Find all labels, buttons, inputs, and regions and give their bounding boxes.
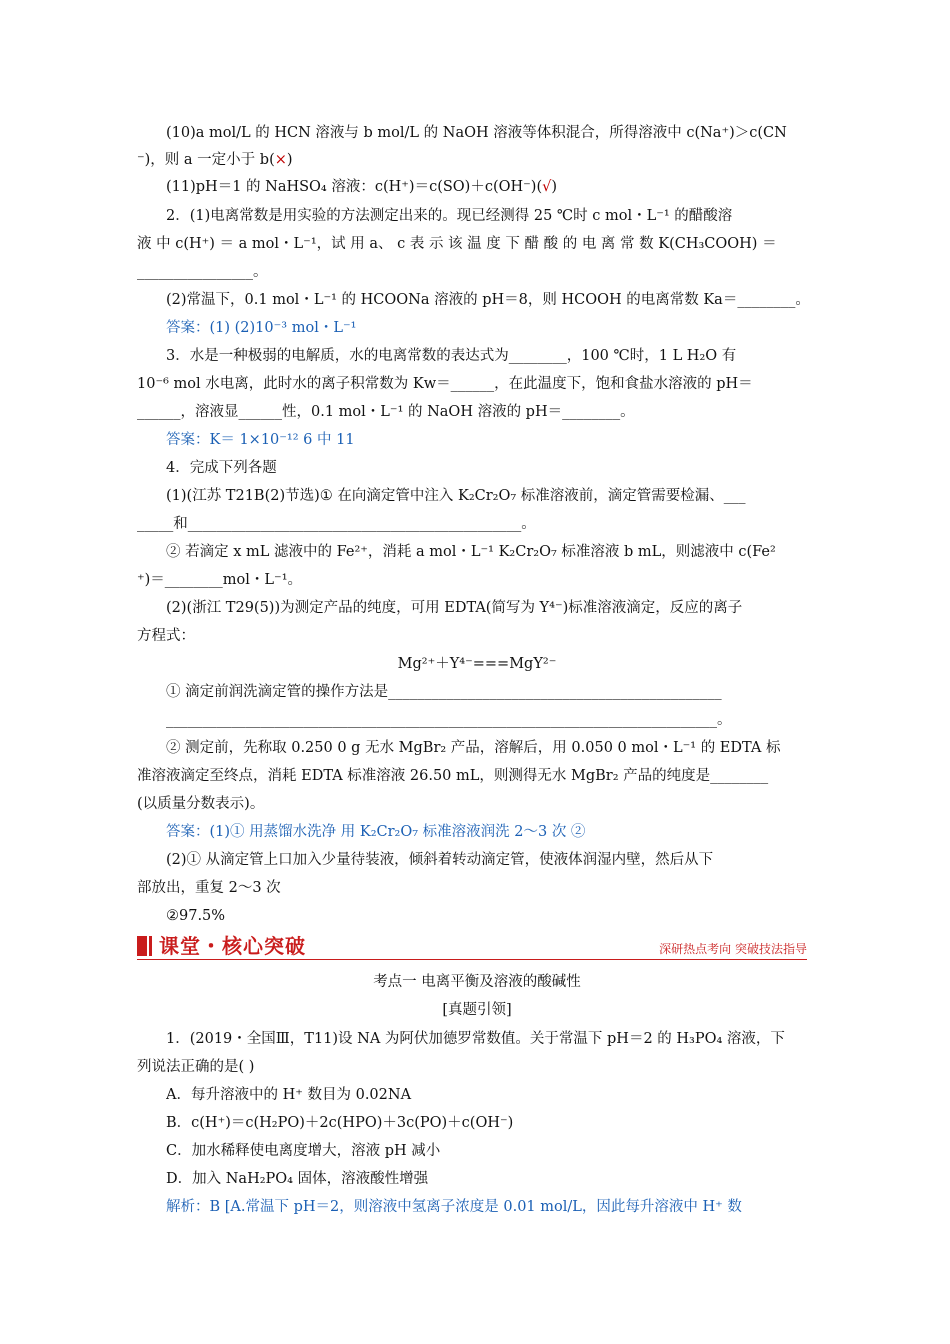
problem-1-line-2: 列说法正确的是( ) bbox=[137, 1059, 255, 1075]
answer-4-line-3: 部放出，重复 2～3 次 bbox=[137, 880, 281, 896]
check-mark: √ bbox=[542, 179, 552, 195]
solution-line: 解析：B [A.常温下 pH＝2，则溶液中氢离子浓度是 0.01 mol/L，因此每升溶液中 H⁺ 数 bbox=[166, 1199, 742, 1215]
question-3-line-3: ______，溶液显______性，0.1 mol・L⁻¹ 的 NaOH 溶液的 pH＝________。 bbox=[137, 404, 635, 420]
question-4-line-10: 准溶液滴定至终点，消耗 EDTA 标准溶液 26.50 mL，则测得无水 MgBr₂ 产品的纯度是________ bbox=[137, 768, 769, 784]
question-11-line: (11)pH＝1 的 NaHSO₄ 溶液：c(H⁺)＝c(SO)＋c(OH⁻)(√) bbox=[166, 179, 558, 195]
answer-2: 答案：(1) (2)10⁻³ mol・L⁻¹ bbox=[166, 320, 357, 336]
question-4-line-3: ② 若滴定 x mL 滤液中的 Fe²⁺，消耗 a mol・L⁻¹ K₂Cr₂O₇ 标准溶液 b mL，则滤液中 c(Fe² bbox=[166, 544, 776, 560]
banner-accent-bar bbox=[137, 936, 147, 956]
question-4-line-4: ⁺)＝________mol・L⁻¹。 bbox=[137, 572, 303, 588]
question-3-line-1: 3．水是一种极弱的电解质，水的电离常数的表达式为________，100 ℃时，1 L H₂O 有 bbox=[166, 348, 737, 364]
question-2-line-2: 液 中 c(H⁺) ＝ a mol・L⁻¹，试 用 a、 c 表 示 该 温 度 下 醋 酸 的 电 离 常 数 K(CH₃COOH) ＝ bbox=[137, 236, 777, 252]
question-4-heading: 4．完成下列各题 bbox=[166, 460, 277, 476]
option-d: D．加入 NaH₂PO₄ 固体，溶液酸性增强 bbox=[166, 1171, 429, 1187]
answer-4-line-1: 答案：(1)① 用蒸馏水洗净 用 K₂Cr₂O₇ 标准溶液润洗 2～3 次 ② bbox=[166, 824, 586, 840]
question-4-line-7: ① 滴定前润洗滴定管的操作方法是______________________________________________ bbox=[166, 684, 722, 700]
option-b: B．c(H⁺)＝c(H₂PO)＋2c(HPO)＋3c(PO)＋c(OH⁻) bbox=[166, 1115, 514, 1131]
banner-accent-bar-thin bbox=[149, 936, 152, 956]
wrong-mark: × bbox=[274, 152, 287, 168]
question-4-line-1: (1)(江苏 T21B(2)节选)① 在向滴定管中注入 K₂Cr₂O₇ 标准溶液前，滴定管需要检漏、___ bbox=[166, 488, 746, 504]
question-10-line-1: (10)a mol/L 的 HCN 溶液与 b mol/L 的 NaOH 溶液等体积混合，所得溶液中 c(Na⁺)＞c(CN bbox=[166, 125, 787, 141]
question-2-line-1: 2．(1)电离常数是用实验的方法测定出来的。现已经测得 25 ℃时 c mol・L⁻¹ 的醋酸溶 bbox=[166, 208, 733, 224]
banner-rule bbox=[137, 959, 807, 960]
question-4-line-5: (2)(浙江 T29(5))为测定产品的纯度，可用 EDTA(简写为 Y⁴⁻)标准溶液滴定，反应的离子 bbox=[166, 600, 743, 616]
answer-3: 答案：K＝ 1×10⁻¹² 6 中 11 bbox=[166, 432, 355, 448]
ionic-equation: Mg²⁺＋Y⁴⁻===MgY²⁻ bbox=[397, 656, 557, 672]
banner-title: 课堂・核心突破 bbox=[159, 934, 306, 958]
problem-1-line-1: 1．(2019・全国Ⅲ，T11)设 NA 为阿伏加德罗常数值。关于常温下 pH＝2 的 H₃PO₄ 溶液，下 bbox=[166, 1031, 785, 1047]
section-banner bbox=[137, 933, 807, 961]
question-2-line-4: (2)常温下，0.1 mol・L⁻¹ 的 HCOONa 溶液的 pH＝8，则 HCOOH 的电离常数 Ka＝________。 bbox=[166, 292, 810, 308]
question-2-line-3: ________________。 bbox=[137, 264, 268, 280]
question-4-line-11: (以质量分数表示)。 bbox=[137, 796, 265, 812]
question-4-line-2: _____和______________________________________________。 bbox=[137, 516, 536, 532]
option-a: A．每升溶液中的 H⁺ 数目为 0.02NA bbox=[166, 1087, 412, 1103]
subsection-heading: [真题引领] bbox=[442, 1002, 512, 1018]
answer-4-line-4: ②97.5% bbox=[166, 908, 226, 924]
option-c: C．加水稀释使电离度增大，溶液 pH 减小 bbox=[166, 1143, 441, 1159]
banner-subtitle: 深研热点考向 突破技法指导 bbox=[659, 942, 807, 956]
question-3-line-2: 10⁻⁶ mol 水电离，此时水的离子积常数为 Kw＝______，在此温度下，饱和食盐水溶液的 pH＝ bbox=[137, 376, 753, 392]
question-4-line-8: ____________________________________________________________________________。 bbox=[166, 712, 732, 728]
question-4-line-9: ② 测定前，先称取 0.250 0 g 无水 MgBr₂ 产品，溶解后，用 0.050 0 mol・L⁻¹ 的 EDTA 标 bbox=[166, 740, 781, 756]
section-heading: 考点一 电离平衡及溶液的酸碱性 bbox=[373, 974, 581, 990]
question-10-line-2: ⁻)，则 a 一定小于 b(×) bbox=[137, 152, 293, 168]
question-4-line-6: 方程式： bbox=[137, 628, 195, 644]
answer-4-line-2: (2)① 从滴定管上口加入少量待装液，倾斜着转动滴定管，使液体润湿内壁，然后从下 bbox=[166, 852, 714, 868]
